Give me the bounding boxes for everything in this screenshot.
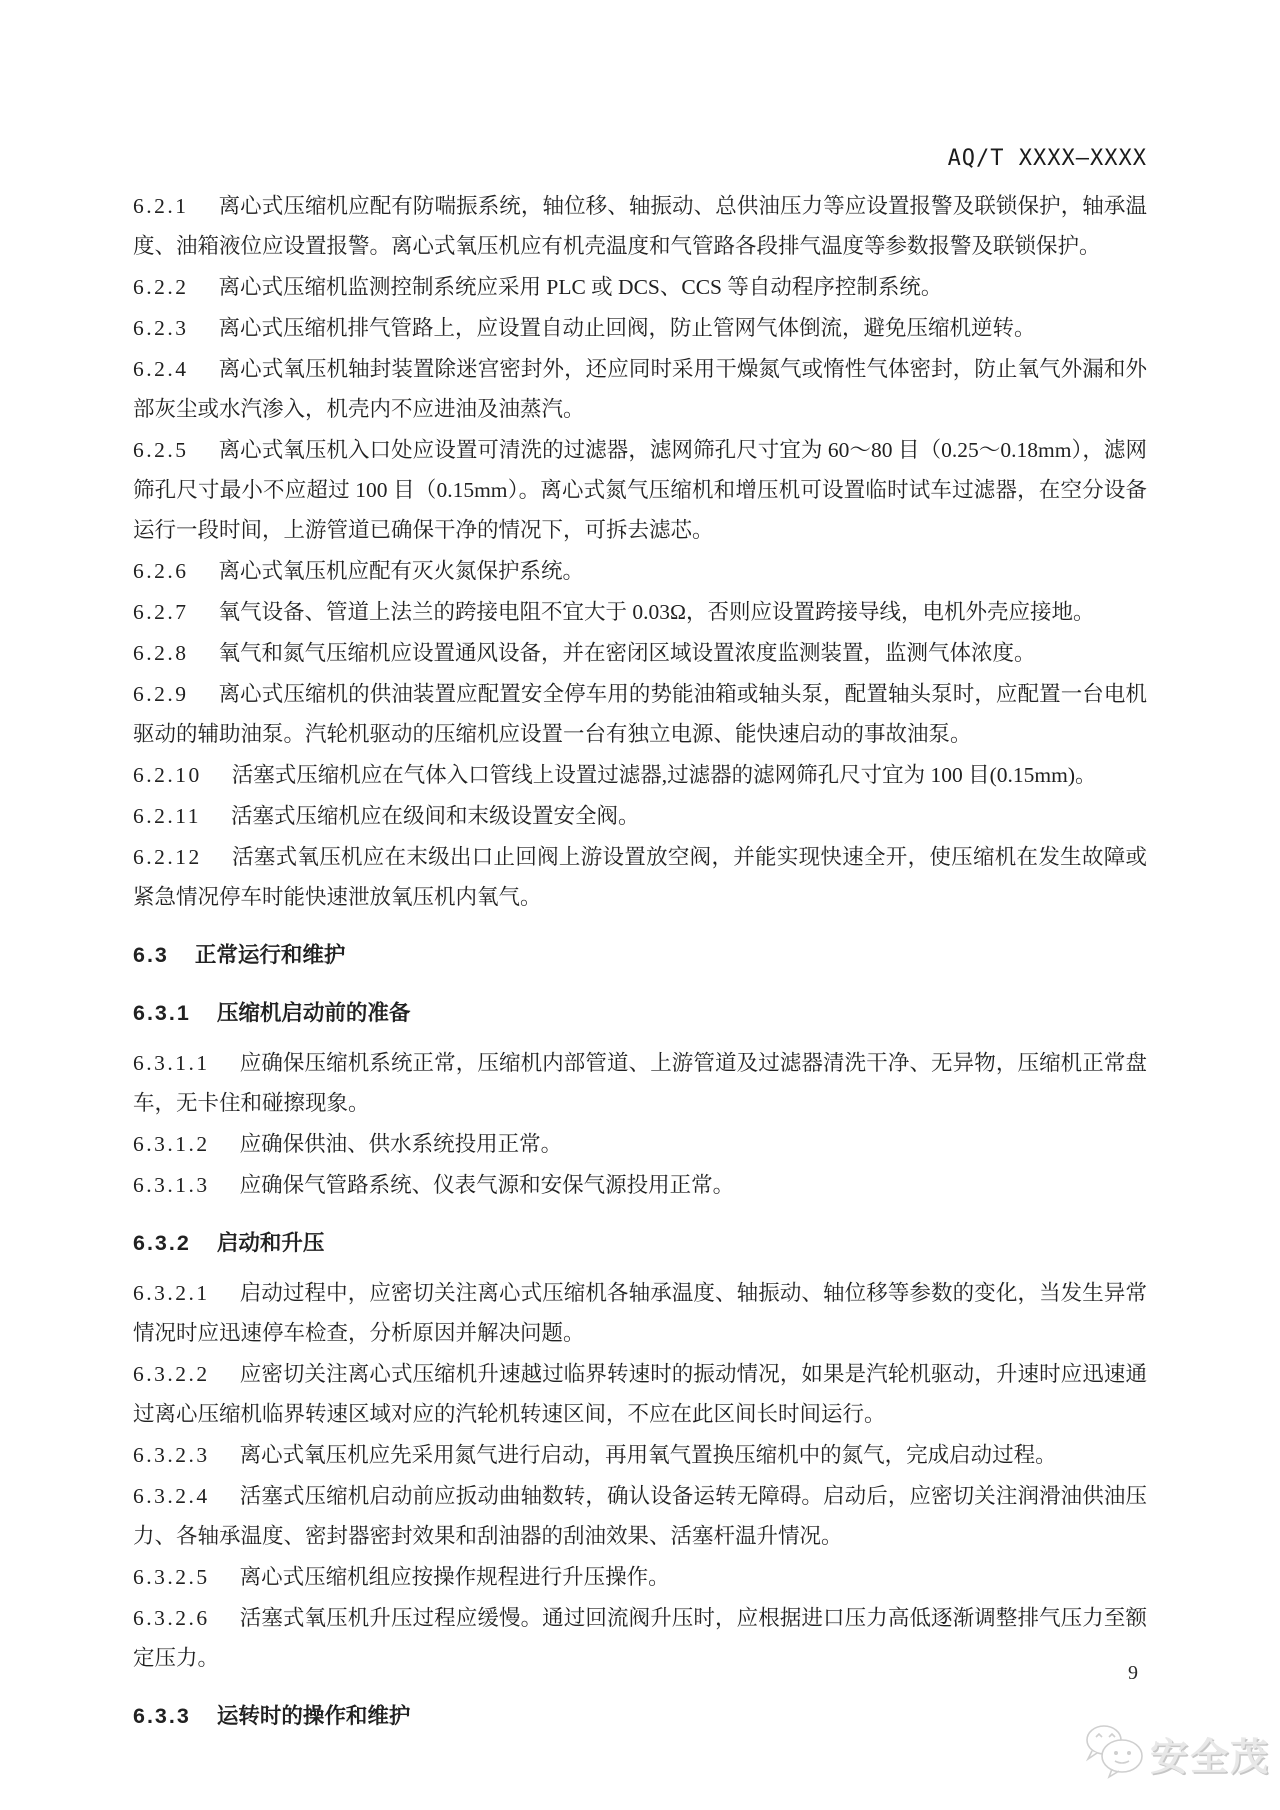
clause-number: 6.3.2.5 bbox=[133, 1565, 210, 1589]
clause-number: 6.2.8 bbox=[133, 641, 189, 665]
clause-text: 正常运行和维护 bbox=[194, 943, 346, 967]
clause-number: 6.3.2.6 bbox=[133, 1606, 210, 1630]
clause-text: 应密切关注离心式压缩机升速越过临界转速时的振动情况，如果是汽轮机驱动，升速时应迅速通过离心压缩机临界转速区域对应的汽轮机转速区间，不应在此区间长时间运行。 bbox=[133, 1362, 1147, 1426]
clause-number: 6.2.11 bbox=[133, 804, 201, 828]
clause-number: 6.2.10 bbox=[133, 763, 202, 787]
section-heading-6.3.1 bbox=[133, 993, 1147, 1033]
paragraph-6.3.2.2 bbox=[133, 1354, 1147, 1434]
paragraph-6.2.12 bbox=[133, 837, 1147, 917]
clause-text: 离心式压缩机监测控制系统应采用 PLC 或 DCS、CCS 等自动程序控制系统。 bbox=[218, 275, 943, 299]
chat-bubbles-icon bbox=[1082, 1723, 1144, 1784]
clause-number: 6.3 bbox=[133, 943, 169, 967]
paragraph-6.3.2.3 bbox=[133, 1435, 1147, 1475]
clause-number: 6.2.7 bbox=[133, 600, 189, 624]
paragraph-6.3.2.5 bbox=[133, 1557, 1147, 1597]
clause-number: 6.3.2.4 bbox=[133, 1484, 210, 1508]
paragraph-6.2.9 bbox=[133, 674, 1147, 754]
section-heading-6.3.2 bbox=[133, 1223, 1147, 1263]
clause-number: 6.3.2.3 bbox=[133, 1443, 210, 1467]
paragraph-6.2.7 bbox=[133, 592, 1147, 632]
paragraph-6.2.2 bbox=[133, 267, 1147, 307]
paragraph-6.2.1 bbox=[133, 186, 1147, 266]
watermark-label: 安全茂 bbox=[1150, 1736, 1271, 1779]
page-number: 9 bbox=[1128, 1662, 1138, 1684]
clause-text: 离心式氧压机应先采用氮气进行启动，再用氧气置换压缩机中的氮气，完成启动过程。 bbox=[239, 1443, 1057, 1467]
clause-number: 6.3.2.2 bbox=[133, 1362, 210, 1386]
paragraph-6.3.1.3 bbox=[133, 1165, 1147, 1205]
clause-text: 活塞式压缩机应在气体入口管线上设置过滤器,过滤器的滤网筛孔尺寸宜为 100 目(0.15mm)。 bbox=[231, 763, 1097, 787]
section-heading-6.3.3 bbox=[133, 1696, 1147, 1736]
clause-number: 6.3.3 bbox=[133, 1704, 191, 1728]
clause-text: 氧气设备、管道上法兰的跨接电阻不宜大于 0.03Ω，否则应设置跨接导线，电机外壳应接地。 bbox=[218, 600, 1095, 624]
paragraph-6.2.4 bbox=[133, 349, 1147, 429]
clause-text: 启动过程中，应密切关注离心式压缩机各轴承温度、轴振动、轴位移等参数的变化，当发生异常情况时应迅速停车检查，分析原因并解决问题。 bbox=[133, 1281, 1147, 1345]
clause-text: 氧气和氮气压缩机应设置通风设备，并在密闭区域设置浓度监测装置，监测气体浓度。 bbox=[218, 641, 1036, 665]
clause-number: 6.2.9 bbox=[133, 682, 189, 706]
watermark bbox=[1082, 1722, 1271, 1784]
clause-number: 6.3.2.1 bbox=[133, 1281, 210, 1305]
clause-number: 6.3.1.3 bbox=[133, 1173, 210, 1197]
clause-text: 压缩机启动前的准备 bbox=[216, 1001, 411, 1025]
clause-text: 离心式压缩机应配有防喘振系统，轴位移、轴振动、总供油压力等应设置报警及联锁保护，轴承温度、油箱液位应设置报警。离心式氧压机应有机壳温度和气管路各段排气温度等参数报警及联锁保护。 bbox=[133, 194, 1147, 258]
paragraph-6.3.2.4 bbox=[133, 1476, 1147, 1556]
clause-text: 活塞式氧压机应在末级出口止回阀上游设置放空阀，并能实现快速全开，使压缩机在发生故障或紧急情况停车时能快速泄放氧压机内氧气。 bbox=[133, 845, 1147, 909]
paragraph-6.2.8 bbox=[133, 633, 1147, 673]
clause-number: 6.3.1.2 bbox=[133, 1132, 210, 1156]
clause-number: 6.2.3 bbox=[133, 316, 189, 340]
doc-code-header: AQ/T XXXX—XXXX bbox=[947, 146, 1147, 171]
clause-number: 6.2.12 bbox=[133, 845, 202, 869]
section-heading-6.3 bbox=[133, 935, 1147, 975]
clause-text: 离心式氧压机轴封装置除迷宫密封外，还应同时采用干燥氮气或惰性气体密封，防止氧气外漏和外部灰尘或水汽渗入，机壳内不应进油及油蒸汽。 bbox=[133, 357, 1147, 421]
paragraph-6.3.2.6 bbox=[133, 1598, 1147, 1678]
clause-text: 离心式氧压机应配有灭火氮保护系统。 bbox=[218, 559, 585, 583]
clause-text: 活塞式压缩机应在级间和末级设置安全阀。 bbox=[230, 804, 640, 828]
clause-text: 运转时的操作和维护 bbox=[216, 1704, 411, 1728]
clause-text: 启动和升压 bbox=[216, 1231, 325, 1255]
clause-text: 离心式压缩机组应按操作规程进行升压操作。 bbox=[239, 1565, 670, 1589]
clause-number: 6.2.4 bbox=[133, 357, 189, 381]
paragraph-6.2.3 bbox=[133, 308, 1147, 348]
paragraph-6.2.6 bbox=[133, 551, 1147, 591]
paragraph-6.2.11 bbox=[133, 796, 1147, 836]
clause-text: 应确保供油、供水系统投用正常。 bbox=[239, 1132, 563, 1156]
paragraph-6.3.1.2 bbox=[133, 1124, 1147, 1164]
paragraph-6.3.2.1 bbox=[133, 1273, 1147, 1353]
clause-number: 6.2.6 bbox=[133, 559, 189, 583]
clause-text: 应确保气管路系统、仪表气源和安保气源投用正常。 bbox=[239, 1173, 735, 1197]
clause-text: 应确保压缩机系统正常，压缩机内部管道、上游管道及过滤器清洗干净、无异物，压缩机正常盘车，无卡住和碰擦现象。 bbox=[133, 1051, 1147, 1115]
clause-text: 离心式氧压机入口处应设置可清洗的过滤器，滤网筛孔尺寸宜为 60～80 目（0.25～0.18mm），滤网筛孔尺寸最小不应超过 100 目（0.15mm）。离心式氮气压缩机和增压机可设置临时试车过滤器，在空分设备运行一段时间，上游管道已确保干净的情况下，可拆去滤芯。 bbox=[133, 438, 1147, 542]
paragraph-6.2.5 bbox=[133, 430, 1147, 550]
clause-text: 离心式压缩机排气管路上，应设置自动止回阀，防止管网气体倒流，避免压缩机逆转。 bbox=[218, 316, 1036, 340]
clause-text: 离心式压缩机的供油装置应配置安全停车用的势能油箱或轴头泵，配置轴头泵时，应配置一台电机驱动的辅助油泵。汽轮机驱动的压缩机应设置一台有独立电源、能快速启动的事故油泵。 bbox=[133, 682, 1147, 746]
clause-number: 6.3.1.1 bbox=[133, 1051, 210, 1075]
clause-text: 活塞式压缩机启动前应扳动曲轴数转，确认设备运转无障碍。启动后，应密切关注润滑油供油压力、各轴承温度、密封器密封效果和刮油器的刮油效果、活塞杆温升情况。 bbox=[133, 1484, 1147, 1548]
document-body bbox=[133, 186, 1147, 1746]
clause-number: 6.2.2 bbox=[133, 275, 189, 299]
paragraph-6.3.1.1 bbox=[133, 1043, 1147, 1123]
clause-number: 6.2.1 bbox=[133, 194, 189, 218]
clause-number: 6.2.5 bbox=[133, 438, 189, 462]
clause-number: 6.3.2 bbox=[133, 1231, 191, 1255]
clause-number: 6.3.1 bbox=[133, 1001, 191, 1025]
paragraph-6.2.10 bbox=[133, 755, 1147, 795]
clause-text: 活塞式氧压机升压过程应缓慢。通过回流阀升压时，应根据进口压力高低逐渐调整排气压力至额定压力。 bbox=[133, 1606, 1147, 1670]
